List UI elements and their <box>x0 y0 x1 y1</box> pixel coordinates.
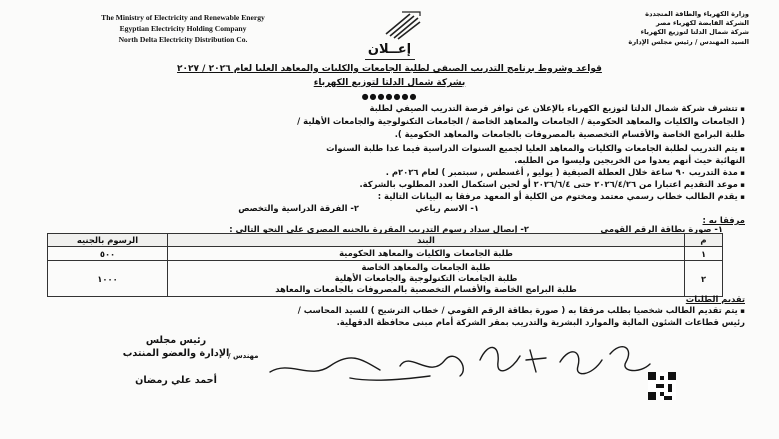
table-cell-number: ١ <box>685 247 723 261</box>
required-data-item-2: ٢- الفرقة الدراسية والتخصص <box>238 203 359 213</box>
header-arabic-line: شركة شمال الدلتا لتوزيع الكهرباء <box>640 28 749 37</box>
table-cell-fee: ١٠٠٠ <box>48 261 168 297</box>
table-cell-item-line: طلبة الجامعات التكنولوجية والجامعات الأهلية <box>334 273 518 283</box>
rule-deadline: ▪ موعد التقديم اعتبارا من ٢٠٢٦/٤/٢٦ حتى ٢٠٢٦/٦/٤ أو لحين استكمال العدد المطلوب بالشركة. <box>359 179 745 189</box>
table-cell-item-line: طلبة الجامعات والكليات والمعاهد الحكومية <box>339 248 513 258</box>
table-cell-item-line: طلبة البرامج الخاصة والأقسام التخصصية بالمصروفات بالجامعات والمعاهد <box>275 284 577 294</box>
intro-line-3: طلبة البرامج الخاصة والأقسام التخصصية بالمصروفات بالجامعات والمعاهد الحكومية ). <box>394 129 745 139</box>
table-cell-number: ٢ <box>685 261 723 297</box>
table-row <box>48 261 723 297</box>
signature-line-1: رئيس مجلس <box>145 335 207 346</box>
rule-eligibility-cont: النهائية حيث أنهم يعدوا من الخريجين وليسوا من الطلبه. <box>514 155 745 165</box>
subtitle-line-1: قواعد وشروط برنامج التدريب الصيفي لطلبة الجامعات والكليات والمعاهد العليا لعام ٢٠٢٦ / ٢٠٢٧ <box>177 64 602 74</box>
table-cell-item <box>168 261 685 297</box>
announcement-title: إعــلان <box>367 42 412 57</box>
table-header-row <box>48 234 723 247</box>
rule-duration: ▪ مدة التدريب ٩٠ ساعة خلال العطلة الصيفية ( يوليو , أغسطس , سبتمبر ) لعام ٢٠٢٦م . <box>386 167 745 177</box>
attachments-label: مرفقا به : <box>702 215 745 225</box>
table-cell-item-line: طلبة الجامعات والمعاهد الخاصة <box>361 262 491 272</box>
required-data-item-1: ١- الاسم رباعي <box>415 203 479 213</box>
application-line-1: ▪ يتم تقديم الطالب شخصيا بطلب مرفقا به ( صورة بطاقة الرقم القومي / خطاب الترشيح ) للسيد المحاسب / <box>298 305 745 315</box>
table-header-number: م <box>685 234 723 247</box>
rule-letter: ▪ يقدم الطالب خطاب رسمي معتمد ومختوم من الكلية أو المعهد مرفقا به البيانات التالية : <box>378 191 745 201</box>
attachment-item-1: ١- صورة بطاقة الرقم القومي <box>600 224 723 234</box>
company-logo <box>380 8 424 42</box>
qr-code <box>648 372 676 400</box>
application-label: تقديم الطلبات <box>685 294 745 304</box>
attachment-item-2: ٢- إيصال سداد رسوم التدريب المقررة بالجنيه المصري على النحو التالي : <box>229 224 529 234</box>
rule-eligibility: ▪ يتم التدريب لطلبة الجامعات والكليات والمعاهد العليا لجميع السنوات الدراسية فيما عدا طلبة السنوات <box>326 143 745 153</box>
subtitle-line-2: بشركة شمال الدلتا لتوزيع الكهرباء <box>313 78 466 88</box>
table-header-item: البند <box>168 234 685 247</box>
intro-line-2: ( الجامعات والكليات والمعاهد الحكومية / الجامعات والمعاهد الخاصة / الجامعات التكنولوجية والجامعات الأهلية / <box>297 116 745 126</box>
table-header-fee: الرسوم بالجنيه <box>48 234 168 247</box>
signature-title: مهندس / <box>228 352 259 360</box>
header-arabic-line: وزارة الكهرباء والطاقة المتجددة <box>645 10 749 18</box>
table-row <box>48 247 723 261</box>
header-arabic-line: السيد المهندس / رئيس مجلس الإدارة <box>628 37 749 46</box>
signature-line-2: الإدارة والعضو المنتدب <box>122 348 230 359</box>
decorative-dots: ●●●●●●● <box>361 92 418 101</box>
table-cell-fee: ٥٠٠ <box>48 247 168 261</box>
signature-name: أحمد علي رمضان <box>135 375 217 386</box>
signature-block <box>96 334 256 387</box>
header-english-line: The Ministry of Electricity and Renewable Energy <box>101 13 265 22</box>
table-cell-item <box>168 247 685 261</box>
header-arabic-line: الشركة القابضة لكهرباء مصر <box>656 19 749 28</box>
header-english <box>38 12 328 45</box>
header-english-line: Egyptian Electricity Holding Company <box>119 24 247 33</box>
application-line-2: رئيس قطاعات الشئون المالية والموارد البشرية والتدريب بمقر الشركة أمام مبنى محافظة الدقهلية. <box>336 317 745 327</box>
title-underline <box>365 59 415 60</box>
fees-table <box>47 233 723 297</box>
intro-line-1: ▪ تتشرف شركة شمال الدلتا لتوزيع الكهرباء بالإعلان عن توافر فرصة التدريب الصيفي لطلبة <box>370 103 745 113</box>
header-english-line: North Delta Electricity Distribution Co. <box>118 35 248 44</box>
